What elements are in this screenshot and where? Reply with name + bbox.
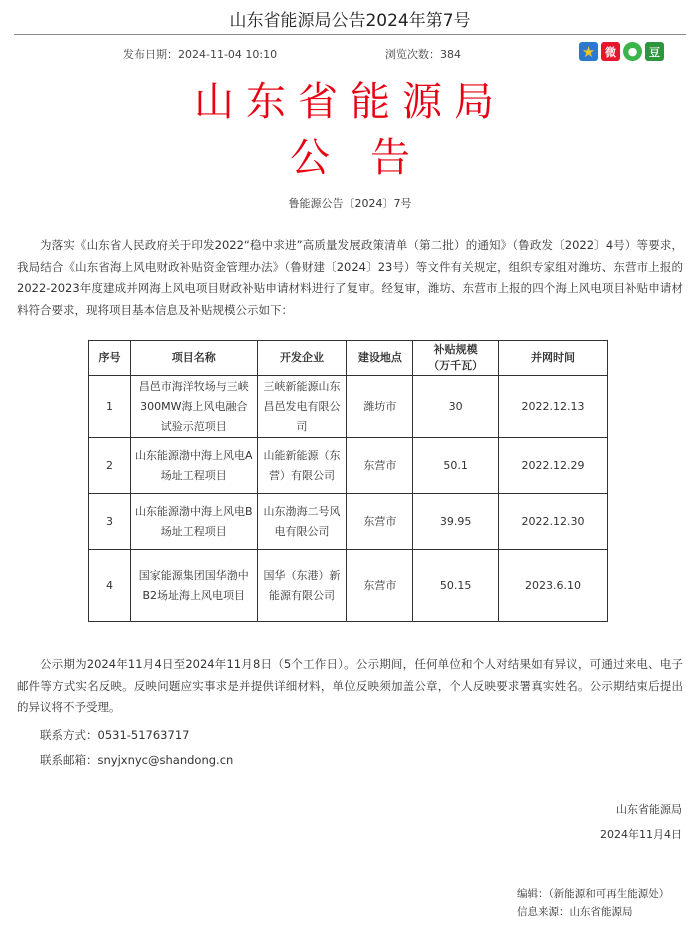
contact-email: 联系邮箱：snyjxnyc@shandong.cn	[40, 753, 234, 767]
weibo-icon[interactable]: 微	[601, 42, 620, 61]
cell-company: 山东渤海二号风电有限公司	[257, 494, 347, 550]
cell-scale: 30	[413, 376, 499, 438]
cell-name: 山东能源渤中海上风电A场址工程项目	[130, 438, 257, 494]
cell-date: 2022.12.13	[499, 376, 608, 438]
table-row	[89, 376, 608, 438]
intro-paragraph: 为落实《山东省人民政府关于印发2022“稳中求进”高质量发展政策清单（第二批）的通知》（鲁政发〔2022〕4号）等要求，我局结合《山东省海上风电财政补贴资金管理办法》（鲁财建〔2024〕23号）等文件有关规定，组织专家组对潍坊、东营市上报的2022-2023年度建成并网海上风电项目财政补贴申请材料进行了复审。经复审，潍坊、东营市上报的四个海上风电项目补贴申请材料符合要求，现将项目基本信息及补贴规模公示如下：	[17, 238, 683, 317]
issuing-organization-header: 山东省能源局	[194, 79, 506, 125]
cell-location: 东营市	[347, 494, 413, 550]
page-title: 山东省能源局公告2024年第7号	[229, 11, 471, 31]
header-company: 开发企业	[257, 341, 347, 376]
cell-company: 国华（东港）新能源有限公司	[257, 550, 347, 622]
table-row	[89, 494, 608, 550]
cell-no: 1	[89, 376, 131, 438]
cell-date: 2023.6.10	[499, 550, 608, 622]
publish-date-label: 发布日期：	[123, 48, 178, 61]
title-divider	[14, 34, 686, 35]
signature-date: 2024年11月4日	[600, 828, 682, 841]
cell-company: 三峡新能源山东昌邑发电有限公司	[257, 376, 347, 438]
signature-organization: 山东省能源局	[616, 803, 682, 816]
cell-scale: 50.15	[413, 550, 499, 622]
cell-no: 3	[89, 494, 131, 550]
cell-no: 4	[89, 550, 131, 622]
cell-name: 昌邑市海洋牧场与三峡300MW海上风电融合试验示范项目	[130, 376, 257, 438]
header-name: 项目名称	[130, 341, 257, 376]
cell-scale: 39.95	[413, 494, 499, 550]
cell-location: 东营市	[347, 438, 413, 494]
table-row	[89, 550, 608, 622]
publish-date-value: 2024-11-04 10:10	[178, 48, 278, 61]
share-bar	[579, 42, 664, 61]
table-row	[89, 438, 608, 494]
header-location: 建设地点	[347, 341, 413, 376]
notice-header: 公告	[290, 135, 450, 181]
cell-location: 东营市	[347, 550, 413, 622]
cell-company: 山能新能源（东营）有限公司	[257, 438, 347, 494]
cell-date: 2022.12.29	[499, 438, 608, 494]
cell-date: 2022.12.30	[499, 494, 608, 550]
project-table	[88, 340, 608, 622]
header-no: 序号	[89, 341, 131, 376]
cell-name: 国家能源集团国华渤中B2场址海上风电项目	[130, 550, 257, 622]
cell-scale: 50.1	[413, 438, 499, 494]
cell-no: 2	[89, 438, 131, 494]
header-scale-line1: 补贴规模	[433, 343, 478, 356]
document-number: 鲁能源公告〔2024〕7号	[288, 197, 412, 210]
view-count-label: 浏览次数：	[385, 48, 440, 61]
table-header-row	[89, 341, 608, 376]
cell-location: 潍坊市	[347, 376, 413, 438]
publish-date	[123, 46, 277, 62]
wechat-icon[interactable]: ●	[623, 42, 642, 61]
header-scale	[413, 341, 499, 376]
publicity-paragraph: 公示期为2024年11月4日至2024年11月8日（5个工作日）。公示期间，任何单位和个人对结果如有异议，可通过来电、电子邮件等方式实名反映。反映问题应实事求是并提供详细材料，单位反映须加盖公章，个人反映要求署真实姓名。公示期结束后提出的异议将不予受理。	[17, 657, 683, 714]
qzone-icon[interactable]: ★	[579, 42, 598, 61]
header-date: 并网时间	[499, 341, 608, 376]
contact-phone: 联系方式：0531-51763717	[40, 728, 190, 742]
view-count	[385, 46, 461, 62]
editor-line: 编辑：（新能源和可再生能源处）	[517, 888, 670, 900]
cell-name: 山东能源渤中海上风电B场址工程项目	[130, 494, 257, 550]
header-scale-line2: （万千瓦）	[428, 359, 484, 372]
douban-icon[interactable]: 豆	[645, 42, 664, 61]
source-line: 信息来源：山东省能源局	[517, 906, 633, 918]
view-count-value: 384	[440, 48, 461, 61]
